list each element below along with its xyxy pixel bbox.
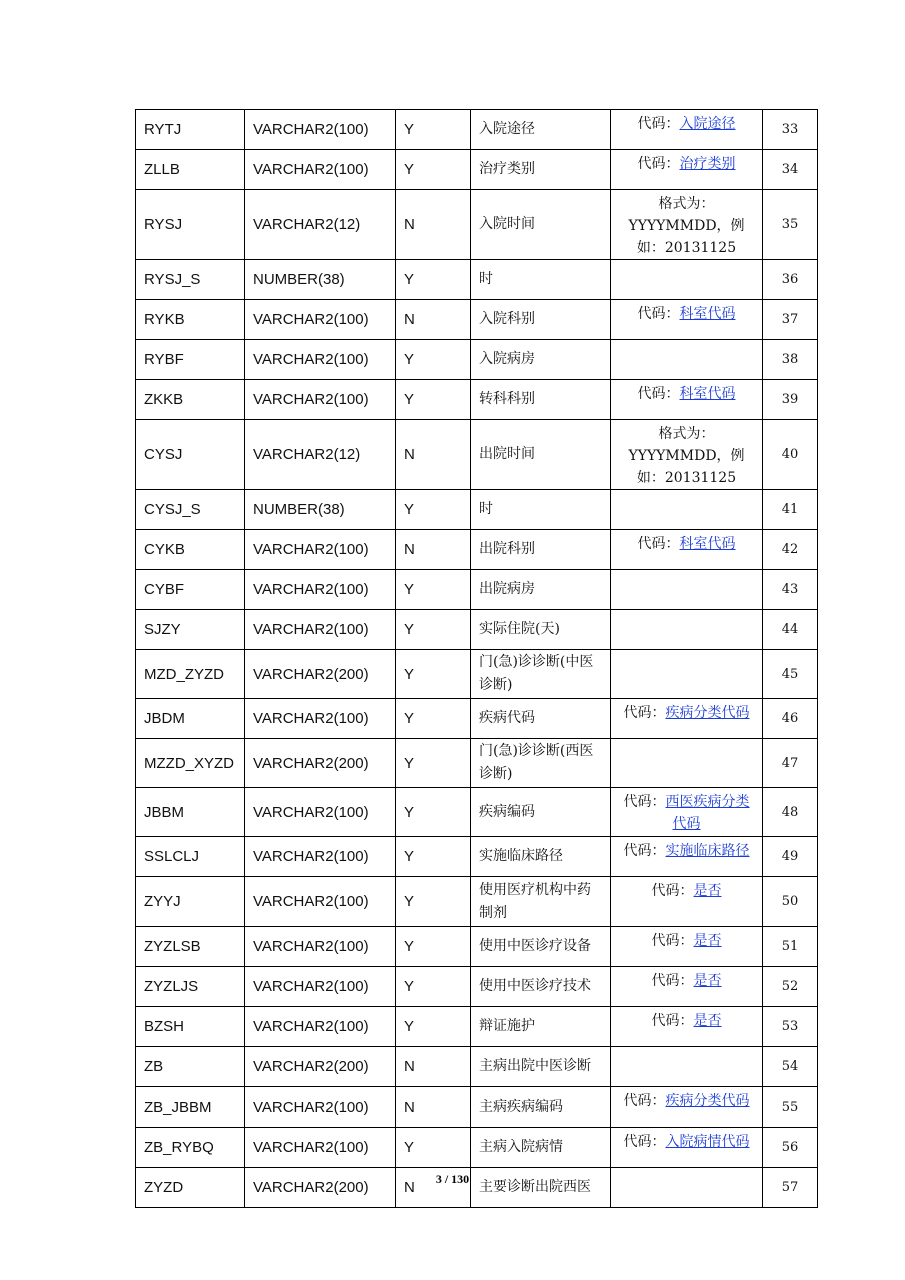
table-row bbox=[136, 877, 818, 927]
nullable-cell: Y bbox=[396, 1007, 471, 1047]
field-name-cell: SSLCLJ bbox=[136, 837, 245, 877]
description-cell: 治疗类别 bbox=[471, 150, 611, 190]
description-cell: 辩证施护 bbox=[471, 1007, 611, 1047]
remark-cell bbox=[611, 837, 763, 877]
description-cell: 门(急)诊诊断(西医诊断) bbox=[471, 739, 611, 788]
table-row bbox=[136, 837, 818, 877]
sequence-number-cell: 39 bbox=[763, 380, 818, 420]
sequence-number-cell: 38 bbox=[763, 340, 818, 380]
data-type-cell: VARCHAR2(100) bbox=[245, 530, 396, 570]
code-table-link[interactable]: 是否 bbox=[693, 973, 722, 989]
remark-cell bbox=[611, 699, 763, 739]
sequence-number-cell: 46 bbox=[763, 699, 818, 739]
remark-text: 格式为：YYYYMMDD，例如：20131125 bbox=[628, 196, 745, 256]
description-cell: 疾病编码 bbox=[471, 788, 611, 837]
code-table-link[interactable]: 科室代码 bbox=[679, 386, 736, 402]
data-type-cell: VARCHAR2(100) bbox=[245, 1128, 396, 1168]
remark-prefix: 代码： bbox=[623, 705, 666, 721]
field-name-cell: CYKB bbox=[136, 530, 245, 570]
remark-cell bbox=[611, 1087, 763, 1128]
nullable-cell: N bbox=[396, 1087, 471, 1128]
remark-cell bbox=[611, 190, 763, 260]
data-type-cell: VARCHAR2(100) bbox=[245, 927, 396, 967]
remark-cell bbox=[611, 967, 763, 1007]
field-name-cell: CYBF bbox=[136, 570, 245, 610]
code-table-link[interactable]: 西医疾病分类代码 bbox=[665, 794, 750, 832]
nullable-cell: Y bbox=[396, 877, 471, 927]
description-cell: 转科科别 bbox=[471, 380, 611, 420]
table-body bbox=[136, 110, 818, 1208]
sequence-number-cell: 44 bbox=[763, 610, 818, 650]
data-type-cell: VARCHAR2(100) bbox=[245, 380, 396, 420]
table-row bbox=[136, 340, 818, 380]
remark-prefix: 代码： bbox=[623, 794, 666, 810]
data-type-cell: VARCHAR2(100) bbox=[245, 340, 396, 380]
data-type-cell: VARCHAR2(12) bbox=[245, 190, 396, 260]
data-type-cell: VARCHAR2(200) bbox=[245, 650, 396, 699]
sequence-number-cell: 35 bbox=[763, 190, 818, 260]
sequence-number-cell: 49 bbox=[763, 837, 818, 877]
description-cell: 时 bbox=[471, 260, 611, 300]
field-spec-table bbox=[135, 109, 818, 1208]
description-cell: 使用医疗机构中药制剂 bbox=[471, 877, 611, 927]
remark-prefix: 代码： bbox=[651, 933, 694, 949]
field-name-cell: MZD_ZYZD bbox=[136, 650, 245, 699]
remark-cell bbox=[611, 877, 763, 927]
table-row bbox=[136, 490, 818, 530]
table-row bbox=[136, 380, 818, 420]
sequence-number-cell: 41 bbox=[763, 490, 818, 530]
code-table-link[interactable]: 入院途径 bbox=[679, 116, 736, 132]
remark-cell bbox=[611, 300, 763, 340]
sequence-number-cell: 56 bbox=[763, 1128, 818, 1168]
nullable-cell: Y bbox=[396, 490, 471, 530]
code-table-link[interactable]: 疾病分类代码 bbox=[665, 705, 750, 721]
sequence-number-cell: 53 bbox=[763, 1007, 818, 1047]
table-row bbox=[136, 1128, 818, 1168]
data-type-cell: VARCHAR2(100) bbox=[245, 837, 396, 877]
field-name-cell: RYSJ_S bbox=[136, 260, 245, 300]
remark-cell bbox=[611, 530, 763, 570]
code-table-link[interactable]: 是否 bbox=[693, 883, 722, 899]
sequence-number-cell: 57 bbox=[763, 1168, 818, 1208]
nullable-cell: Y bbox=[396, 650, 471, 699]
remark-prefix: 代码： bbox=[637, 386, 680, 402]
remark-prefix: 代码： bbox=[651, 883, 694, 899]
remark-cell bbox=[611, 610, 763, 650]
description-cell: 出院时间 bbox=[471, 420, 611, 490]
field-name-cell: ZYZD bbox=[136, 1168, 245, 1208]
sequence-number-cell: 55 bbox=[763, 1087, 818, 1128]
sequence-number-cell: 36 bbox=[763, 260, 818, 300]
code-table-link[interactable]: 科室代码 bbox=[679, 536, 736, 552]
data-type-cell: VARCHAR2(100) bbox=[245, 1087, 396, 1128]
data-type-cell: VARCHAR2(200) bbox=[245, 1047, 396, 1087]
description-cell: 实施临床路径 bbox=[471, 837, 611, 877]
remark-cell bbox=[611, 1128, 763, 1168]
data-type-cell: VARCHAR2(100) bbox=[245, 1007, 396, 1047]
nullable-cell: Y bbox=[396, 739, 471, 788]
remark-prefix: 代码： bbox=[637, 536, 680, 552]
field-name-cell: MZZD_XYZD bbox=[136, 739, 245, 788]
description-cell: 入院途径 bbox=[471, 110, 611, 150]
description-cell: 主病疾病编码 bbox=[471, 1087, 611, 1128]
data-type-cell: VARCHAR2(100) bbox=[245, 300, 396, 340]
table-row bbox=[136, 650, 818, 699]
table-row bbox=[136, 570, 818, 610]
sequence-number-cell: 40 bbox=[763, 420, 818, 490]
remark-cell bbox=[611, 260, 763, 300]
remark-cell bbox=[611, 788, 763, 837]
data-type-cell: VARCHAR2(12) bbox=[245, 420, 396, 490]
data-type-cell: VARCHAR2(100) bbox=[245, 967, 396, 1007]
field-name-cell: SJZY bbox=[136, 610, 245, 650]
table-row bbox=[136, 1007, 818, 1047]
data-type-cell: VARCHAR2(200) bbox=[245, 739, 396, 788]
field-name-cell: RYKB bbox=[136, 300, 245, 340]
code-table-link[interactable]: 治疗类别 bbox=[679, 156, 736, 172]
remark-cell bbox=[611, 1007, 763, 1047]
table-row bbox=[136, 190, 818, 260]
data-type-cell: VARCHAR2(100) bbox=[245, 699, 396, 739]
field-name-cell: JBDM bbox=[136, 699, 245, 739]
description-cell: 疾病代码 bbox=[471, 699, 611, 739]
description-cell: 入院科别 bbox=[471, 300, 611, 340]
field-name-cell: ZB_JBBM bbox=[136, 1087, 245, 1128]
code-table-link[interactable]: 入院病情代码 bbox=[665, 1134, 750, 1150]
data-type-cell: VARCHAR2(100) bbox=[245, 110, 396, 150]
sequence-number-cell: 48 bbox=[763, 788, 818, 837]
field-name-cell: BZSH bbox=[136, 1007, 245, 1047]
remark-cell bbox=[611, 570, 763, 610]
nullable-cell: Y bbox=[396, 380, 471, 420]
description-cell: 入院时间 bbox=[471, 190, 611, 260]
table-row bbox=[136, 420, 818, 490]
table-row bbox=[136, 110, 818, 150]
page-number: 3 / 130 bbox=[435, 1172, 470, 1186]
field-name-cell: ZYYJ bbox=[136, 877, 245, 927]
remark-cell bbox=[611, 490, 763, 530]
remark-cell bbox=[611, 1047, 763, 1087]
nullable-cell: Y bbox=[396, 570, 471, 610]
description-cell: 出院科别 bbox=[471, 530, 611, 570]
remark-text: 格式为：YYYYMMDD，例如：20131125 bbox=[628, 426, 745, 486]
field-name-cell: RYSJ bbox=[136, 190, 245, 260]
table-row bbox=[136, 610, 818, 650]
nullable-cell: N bbox=[396, 1168, 471, 1208]
nullable-cell: Y bbox=[396, 927, 471, 967]
remark-prefix: 代码： bbox=[651, 1013, 694, 1029]
nullable-cell: N bbox=[396, 1047, 471, 1087]
nullable-cell: Y bbox=[396, 1128, 471, 1168]
table-row bbox=[136, 300, 818, 340]
sequence-number-cell: 34 bbox=[763, 150, 818, 190]
nullable-cell: Y bbox=[396, 837, 471, 877]
sequence-number-cell: 43 bbox=[763, 570, 818, 610]
table-row bbox=[136, 788, 818, 837]
field-name-cell: ZB bbox=[136, 1047, 245, 1087]
remark-prefix: 代码： bbox=[623, 1134, 666, 1150]
data-type-cell: VARCHAR2(100) bbox=[245, 150, 396, 190]
description-cell: 主病入院病情 bbox=[471, 1128, 611, 1168]
data-type-cell: NUMBER(38) bbox=[245, 260, 396, 300]
remark-cell bbox=[611, 150, 763, 190]
sequence-number-cell: 52 bbox=[763, 967, 818, 1007]
nullable-cell: N bbox=[396, 190, 471, 260]
code-table-link[interactable]: 是否 bbox=[693, 1013, 722, 1029]
code-table-link[interactable]: 实施临床路径 bbox=[665, 843, 750, 859]
data-type-cell: VARCHAR2(100) bbox=[245, 570, 396, 610]
data-type-cell: VARCHAR2(100) bbox=[245, 610, 396, 650]
sequence-number-cell: 45 bbox=[763, 650, 818, 699]
nullable-cell: Y bbox=[396, 699, 471, 739]
table-row bbox=[136, 1047, 818, 1087]
remark-prefix: 代码： bbox=[651, 973, 694, 989]
remark-prefix: 代码： bbox=[623, 1093, 666, 1109]
remark-cell bbox=[611, 340, 763, 380]
nullable-cell: Y bbox=[396, 340, 471, 380]
table-row bbox=[136, 927, 818, 967]
table-row bbox=[136, 1087, 818, 1128]
nullable-cell: N bbox=[396, 420, 471, 490]
table-row bbox=[136, 699, 818, 739]
description-cell: 使用中医诊疗技术 bbox=[471, 967, 611, 1007]
description-cell: 出院病房 bbox=[471, 570, 611, 610]
table-row bbox=[136, 967, 818, 1007]
code-table-link[interactable]: 疾病分类代码 bbox=[665, 1093, 750, 1109]
field-name-cell: JBBM bbox=[136, 788, 245, 837]
remark-cell bbox=[611, 739, 763, 788]
field-name-cell: CYSJ bbox=[136, 420, 245, 490]
description-cell: 门(急)诊诊断(中医诊断) bbox=[471, 650, 611, 699]
field-name-cell: RYTJ bbox=[136, 110, 245, 150]
remark-cell bbox=[611, 420, 763, 490]
data-type-cell: VARCHAR2(200) bbox=[245, 1168, 396, 1208]
nullable-cell: Y bbox=[396, 967, 471, 1007]
sequence-number-cell: 51 bbox=[763, 927, 818, 967]
nullable-cell: Y bbox=[396, 110, 471, 150]
description-cell: 主病出院中医诊断 bbox=[471, 1047, 611, 1087]
description-cell: 主要诊断出院西医 bbox=[471, 1168, 611, 1208]
table-row bbox=[136, 530, 818, 570]
description-cell: 使用中医诊疗设备 bbox=[471, 927, 611, 967]
table-row bbox=[136, 739, 818, 788]
remark-cell bbox=[611, 380, 763, 420]
nullable-cell: N bbox=[396, 530, 471, 570]
sequence-number-cell: 50 bbox=[763, 877, 818, 927]
description-cell: 时 bbox=[471, 490, 611, 530]
remark-prefix: 代码： bbox=[637, 306, 680, 322]
code-table-link[interactable]: 是否 bbox=[693, 933, 722, 949]
remark-prefix: 代码： bbox=[637, 116, 680, 132]
table-row bbox=[136, 260, 818, 300]
description-cell: 实际住院(天) bbox=[471, 610, 611, 650]
code-table-link[interactable]: 科室代码 bbox=[679, 306, 736, 322]
field-name-cell: ZYZLSB bbox=[136, 927, 245, 967]
remark-prefix: 代码： bbox=[637, 156, 680, 172]
field-name-cell: ZLLB bbox=[136, 150, 245, 190]
sequence-number-cell: 37 bbox=[763, 300, 818, 340]
nullable-cell: Y bbox=[396, 260, 471, 300]
field-name-cell: ZB_RYBQ bbox=[136, 1128, 245, 1168]
remark-cell bbox=[611, 650, 763, 699]
remark-cell bbox=[611, 927, 763, 967]
remark-prefix: 代码： bbox=[623, 843, 666, 859]
nullable-cell: N bbox=[396, 300, 471, 340]
data-type-cell: VARCHAR2(100) bbox=[245, 788, 396, 837]
field-name-cell: ZKKB bbox=[136, 380, 245, 420]
description-cell: 入院病房 bbox=[471, 340, 611, 380]
sequence-number-cell: 42 bbox=[763, 530, 818, 570]
nullable-cell: Y bbox=[396, 610, 471, 650]
field-name-cell: RYBF bbox=[136, 340, 245, 380]
sequence-number-cell: 33 bbox=[763, 110, 818, 150]
field-name-cell: ZYZLJS bbox=[136, 967, 245, 1007]
nullable-cell: Y bbox=[396, 150, 471, 190]
sequence-number-cell: 54 bbox=[763, 1047, 818, 1087]
sequence-number-cell: 47 bbox=[763, 739, 818, 788]
remark-cell bbox=[611, 110, 763, 150]
field-name-cell: CYSJ_S bbox=[136, 490, 245, 530]
data-type-cell: VARCHAR2(100) bbox=[245, 877, 396, 927]
data-type-cell: NUMBER(38) bbox=[245, 490, 396, 530]
table-row bbox=[136, 150, 818, 190]
nullable-cell: Y bbox=[396, 788, 471, 837]
